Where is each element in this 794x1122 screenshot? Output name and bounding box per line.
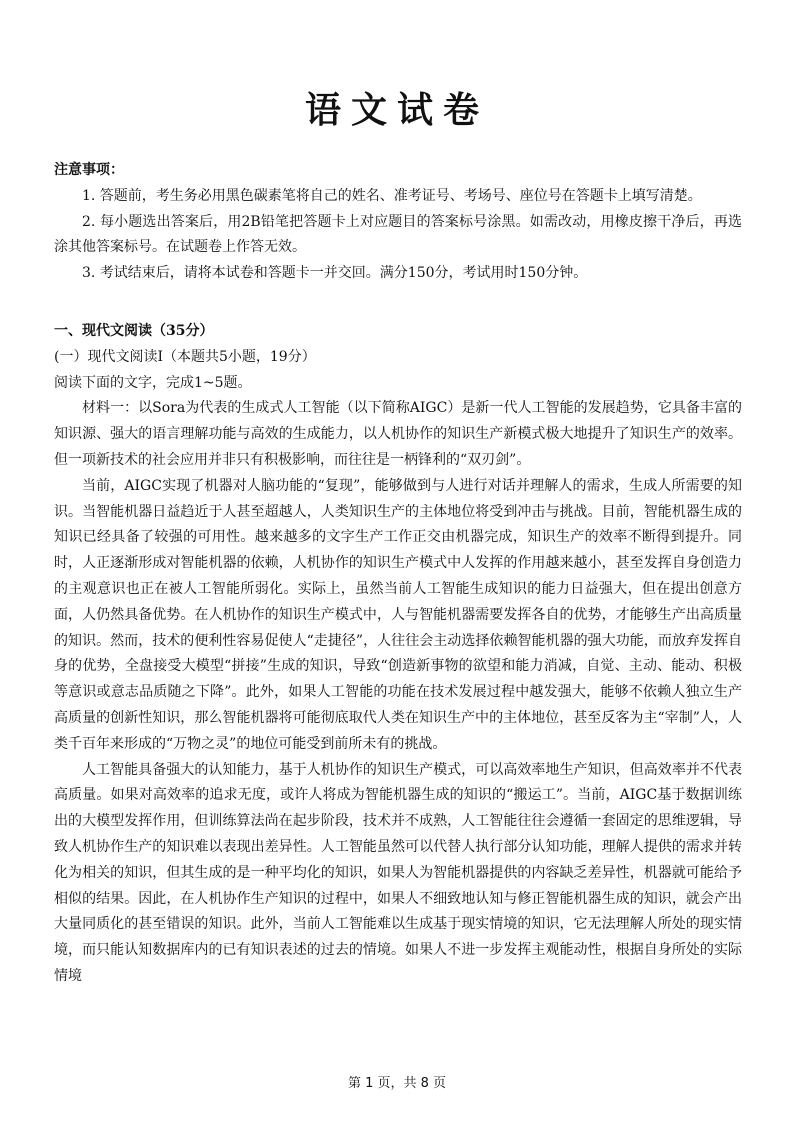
page-number: 第 1 页，共 8 页 <box>347 1076 447 1091</box>
notice-heading: 注意事项： <box>54 162 124 178</box>
passage-paragraph-3: 人工智能具备强大的认知能力，基于人机协作的知识生产模式，可以高效率地生产知识，但高效率并不代表高质量。如果对高效率的追求无度，或许人将成为智能机器生成的知识的“搬运工”。当前，AIGC基于数据训练出的大模型发挥作用，但训练算法尚在起步阶段，技术并不成熟，人工智能往往会遵循一套固定的思维逻辑，导致人机协作生产的知识难以表现出差异性。人工智能虽然可以代替人执行部分认知功能，理解人提供的需求并转化为相关的知识，但其生成的是一种平均化的知识，如果人为智能机器提供的内容缺乏差异性，机器就可能给予相似的结果。因此，在人机协作生产知识的过程中，如果人不细致地认知与修正智能机器生成的知识，就会产出大量同质化的甚至错误的知识。此外，当前人工智能难以生成基于现实情境的知识，它无法理解人所处的现实情境，而只能认知数据库内的已有知识表述的过去的情境。如果人不进一步发挥主观能动性，根据自身所处的实际情境 <box>54 761 742 984</box>
page-title: 语文试卷 <box>304 89 489 131</box>
notice-item-2: 2. 每小题选出答案后，用2B铅笔把答题卡上对应题目的答案标号涂黑。如需改动，用橡皮擦干净后，再选涂其他答案标号。在试题卷上作答无效。 <box>54 213 742 256</box>
section-heading: 一、现代文阅读（35分） <box>54 322 214 339</box>
reading-instruction: 阅读下面的文字，完成1~5题。 <box>54 374 252 391</box>
passage-paragraph-2: 当前，AIGC实现了机器对人脑功能的“复现”，能够做到与人进行对话并理解人的需求，生成人所需要的知识。当智能机器日益趋近于人甚至超越人，人类知识生产的主体地位将受到冲击与挑战。目前，智能机器生成的知识已经具备了较强的可用性。越来越多的文字生产工作正交由机器完成，知识生产的效率不断得到提升。同时，人正逐渐形成对智能机器的依赖，人机协作的知识生产模式中人发挥的作用越来越小，甚至发挥自身创造力的主观意识也正在被人工智能所弱化。实际上，虽然当前人工智能生成知识的能力日益强大，但在提出创意方面，人仍然具备优势。在人机协作的知识生产模式中，人与智能机器需要发挥各自的优势，才能够生产出高质量的知识。然而，技术的便利性容易促使人“走捷径”，人往往会主动选择依赖智能机器的强大功能，而放弃发挥自身的优势，全盘接受大模型“拼接”生成的知识，导致“创造新事物的欲望和能力消减，自觉、主动、能动、积极等意识或意志品质随之下降”。此外，如果人工智能的功能在技术发展过程中越发强大，能够不依赖人独立生产高质量的创新性知识，那么智能机器将可能彻底取代人类在知识生产中的主体地位，甚至反客为主“宰制”人，人类千百年来形成的“万物之灵”的地位可能受到前所未有的挑战。 <box>54 477 742 752</box>
notice-item-1: 1. 答题前，考生务必用黑色碳素笔将自己的姓名、准考证号、考场号、座位号在答题卡上填写清楚。 <box>82 187 702 204</box>
section-gap <box>54 287 742 319</box>
notice-item-3: 3. 考试结束后，请将本试卷和答题卡一并交回。满分150分，考试用时150分钟。 <box>82 265 588 282</box>
passage-paragraph-1: 材料一：以Sora为代表的生成式人工智能（以下简称AIGC）是新一代人工智能的发展趋势，它具备丰富的知识源、强大的语言理解功能与高效的生成能力，以人机协作的知识生产新模式极大地提升了知识生产的效率。但一项新技术的社会应用并非只有积极影响，而往往是一柄锋利的“双刃剑”。 <box>54 400 742 468</box>
section-subheading: (一）现代文阅读Ⅰ（本题共5小题，19分） <box>54 348 316 365</box>
page-content <box>54 158 742 990</box>
